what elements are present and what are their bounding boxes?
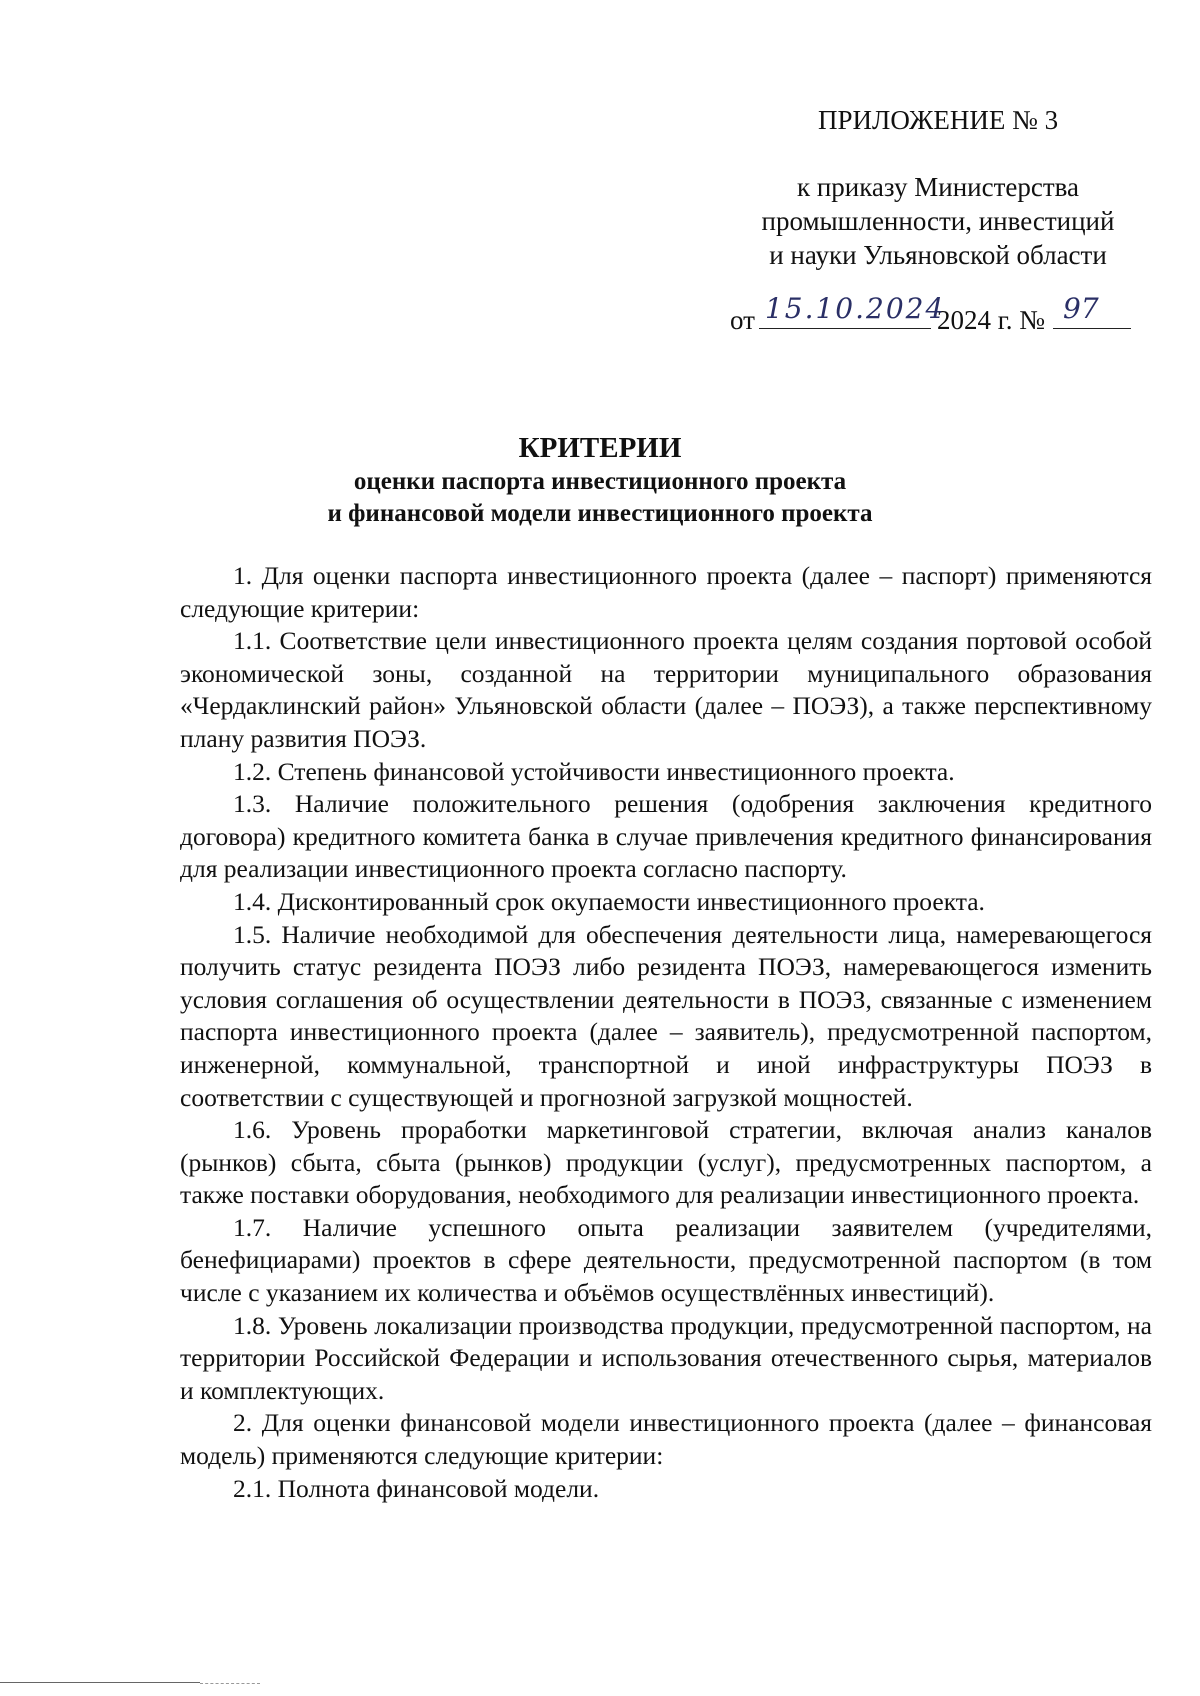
paragraph: 2.1. Полнота финансовой модели. [233, 1473, 600, 1503]
paragraph: 1.8. Уровень локализации производства продукции, предусмотренной паспортом, на территории Российской Федерации и использования отечественного сырья, материалов и комплектующих. [180, 1310, 1152, 1405]
appendix-reference [740, 170, 1136, 272]
order-number-blank [1053, 292, 1131, 329]
order-date-blank [759, 292, 946, 329]
order-year-number-label: 2024 г. № [936, 305, 1045, 335]
subtitle-line: оценки паспорта инвестиционного проекта [353, 468, 847, 495]
scan-edge-line [0, 1682, 200, 1683]
document-title: КРИТЕРИИ [518, 432, 682, 464]
subtitle-line: и финансовой модели инвестиционного проекта [327, 500, 873, 527]
order-date-number [730, 292, 1131, 337]
scan-edge-line [200, 1683, 260, 1684]
reference-line: и науки Ульяновской области [769, 240, 1107, 270]
reference-line: промышленности, инвестиций [761, 206, 1115, 236]
paragraph: 1.4. Дисконтированный срок окупаемости инвестиционного проекта. [233, 886, 985, 916]
appendix-title: ПРИЛОЖЕНИЕ № 3 [818, 105, 1059, 135]
paragraph: 1.6. Уровень проработки маркетинговой стратегии, включая анализ каналов (рынков) сбыта, сбыта (рынков) продукции (услуг), предусмотренных паспортом, а также поставки оборудования, необходимого для реализации инвестиционного проекта. [180, 1115, 1152, 1210]
paragraph: 1.1. Соответствие цели инвестиционного проекта целям создания портовой особой экономической зоны, созданной на территории муниципального образования «Чердаклинский район» Ульяновской области (далее – ПОЭЗ), а также перспективному плану развития ПОЭЗ. [180, 626, 1152, 753]
document-body [180, 560, 1152, 1505]
reference-line: к приказу Министерства [796, 172, 1080, 202]
paragraph: 1.3. Наличие положительного решения (одобрения заключения кредитного договора) кредитного комитета банка в случае привлечения кредитного финансирования для реализации инвестиционного проекта согласно паспорту. [180, 789, 1152, 884]
paragraph: 1.2. Степень финансовой устойчивости инвестиционного проекта. [233, 756, 955, 786]
handwritten-number: 97 [1063, 292, 1099, 325]
paragraph: 1.5. Наличие необходимой для обеспечения деятельности лица, намеревающегося получить статус резидента ПОЭЗ либо резидента ПОЭЗ, намеревающегося изменить условия соглашения об осуществлении деятельности в ПОЭЗ, связанные с изменением паспорта инвестиционного проекта (далее – заявитель), предусмотренной паспортом, инженерной, коммунальной, транспортной и иной инфраструктуры ПОЭЗ в соответствии с существующей и прогнозной загрузкой мощностей. [180, 919, 1152, 1112]
paragraph: 1.7. Наличие успешного опыта реализации заявителем (учредителями, бенефициарами) проектов в сфере деятельности, предусмотренной паспортом (в том числе с указанием их количества и объёмов осуществлённых инвестиций). [180, 1212, 1152, 1308]
handwritten-date: 15.10.2024 [764, 292, 946, 325]
order-prefix: от [730, 305, 755, 335]
paragraph: 2. Для оценки финансовой модели инвестиционного проекта (далее – финансовая модель) применяются следующие критерии: [180, 1408, 1152, 1471]
paragraph: 1. Для оценки паспорта инвестиционного проекта (далее – паспорт) применяются следующие критерии: [180, 561, 1152, 623]
document-subtitle [0, 466, 1200, 530]
